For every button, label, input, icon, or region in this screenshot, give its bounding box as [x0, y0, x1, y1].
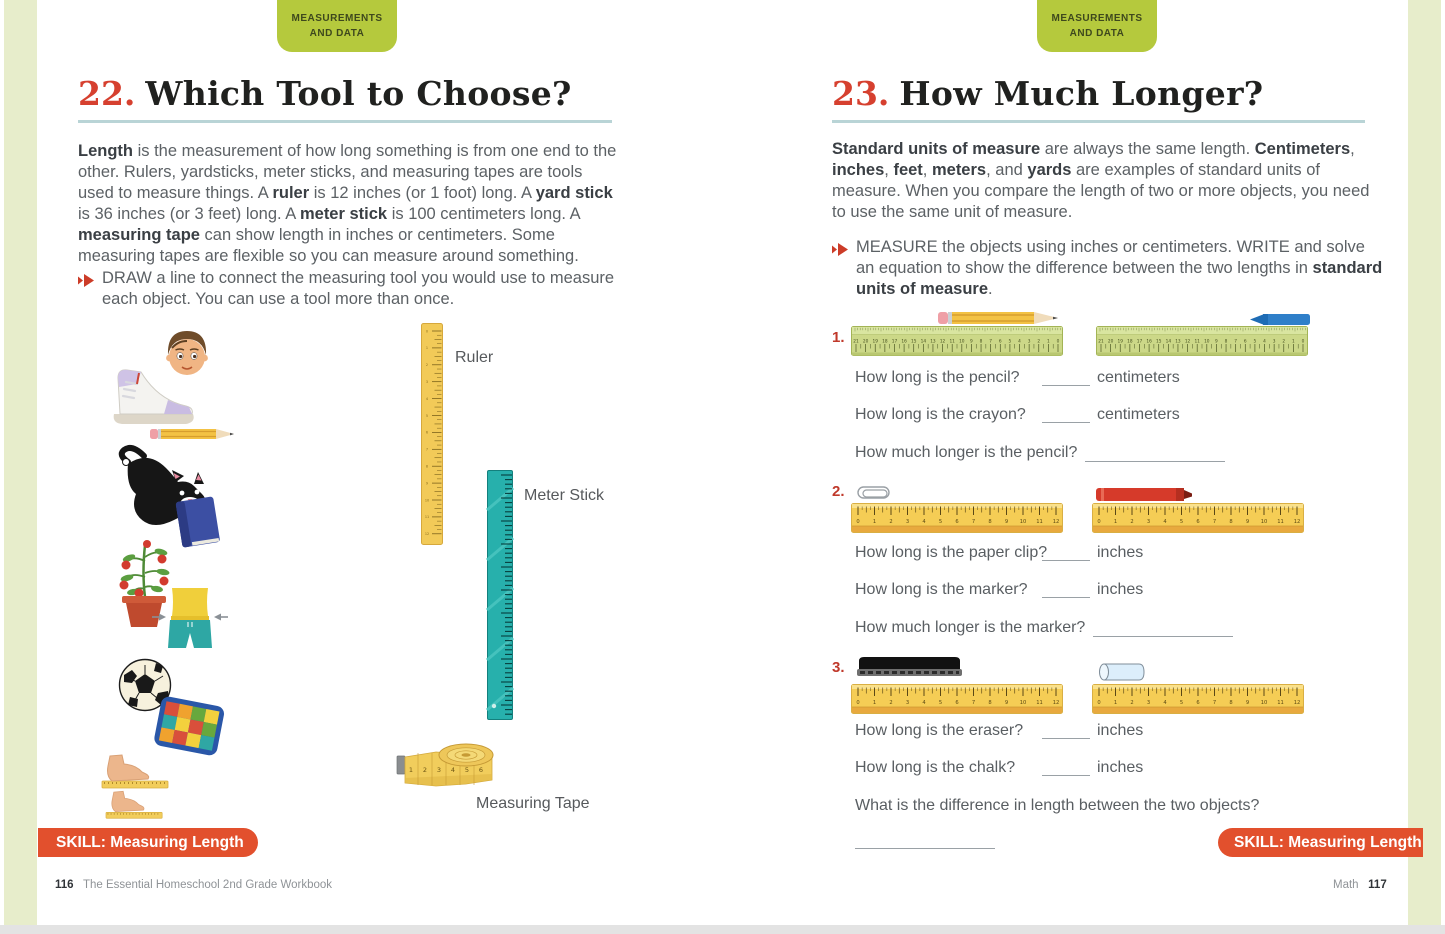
svg-text:8: 8 — [425, 464, 429, 469]
question-text: How much longer is the pencil? — [855, 444, 1078, 461]
svg-text:5: 5 — [464, 766, 470, 774]
svg-text:2: 2 — [1130, 700, 1134, 706]
answer-blank — [1042, 582, 1090, 598]
lesson-23-direction — [832, 237, 1384, 300]
svg-text:0: 0 — [1097, 519, 1101, 525]
svg-text:3: 3 — [905, 519, 910, 525]
page-edge-left — [4, 0, 37, 925]
unit-label: inches — [1097, 581, 1144, 598]
answer-blank — [1085, 446, 1225, 462]
svg-text:17: 17 — [891, 339, 898, 345]
unit-label: inches — [1097, 544, 1144, 561]
svg-text:8: 8 — [988, 519, 992, 525]
svg-text:10: 10 — [1019, 700, 1027, 706]
direction-text: MEASURE the objects using inches or centimeters. WRITE and solve an equation to show the difference between the two lengths in standard units of measure. — [856, 238, 1383, 298]
svg-text:6: 6 — [998, 339, 1002, 345]
skill-badge-right — [1218, 828, 1423, 857]
lesson-23-title — [832, 74, 1263, 113]
svg-text:2: 2 — [889, 519, 893, 525]
page-edge-right — [1408, 0, 1441, 925]
svg-text:16: 16 — [901, 339, 907, 345]
sneaker-icon — [106, 360, 196, 428]
svg-text:12: 12 — [1293, 519, 1301, 525]
compare-question — [855, 619, 1233, 637]
svg-text:13: 13 — [1175, 339, 1181, 345]
svg-text:6: 6 — [478, 766, 484, 774]
svg-text:10: 10 — [1204, 339, 1210, 345]
unit-label: centimeters — [1097, 369, 1180, 386]
svg-text:3: 3 — [905, 700, 910, 706]
chapter-tab-left — [277, 0, 397, 52]
lesson-22-direction — [78, 268, 626, 310]
page-number: 117 — [1368, 879, 1387, 891]
eraser-icon — [856, 655, 963, 679]
svg-text:21: 21 — [1098, 339, 1104, 345]
svg-text:1: 1 — [408, 766, 414, 774]
svg-text:13: 13 — [930, 339, 936, 345]
inch-ruler — [1092, 503, 1304, 533]
svg-text:3: 3 — [1146, 519, 1151, 525]
question-text: How much longer is the marker? — [855, 619, 1086, 636]
svg-text:4: 4 — [922, 700, 926, 706]
inch-ruler — [851, 684, 1063, 714]
quilt-icon — [152, 694, 226, 760]
lesson-title-text: How Much Longer? — [899, 74, 1264, 113]
svg-text:11: 11 — [424, 515, 430, 520]
skill-badge-left — [38, 828, 258, 857]
svg-text:11: 11 — [1277, 700, 1284, 706]
svg-text:2: 2 — [889, 700, 893, 706]
svg-text:1: 1 — [1113, 519, 1118, 525]
chalk-icon — [1097, 662, 1145, 682]
page-bottom-shadow — [0, 925, 1445, 934]
svg-text:7: 7 — [1212, 519, 1217, 525]
ruler-label: Ruler — [455, 349, 494, 366]
svg-text:1: 1 — [872, 700, 877, 706]
svg-text:8: 8 — [988, 700, 992, 706]
svg-text:10: 10 — [1260, 700, 1268, 706]
lesson-23-intro: Standard units of measure are always the same length. Centimeters, inches, feet, meters, and yards are examples of standard units of measure. When you compare the length of two or more objects, you need to use the same unit of measure. — [832, 140, 1370, 221]
svg-text:0: 0 — [856, 700, 860, 706]
svg-text:2: 2 — [422, 766, 428, 774]
tab-line2: AND DATA — [1069, 28, 1125, 39]
svg-text:3: 3 — [1146, 700, 1151, 706]
svg-text:5: 5 — [1253, 339, 1257, 345]
svg-text:11: 11 — [1036, 519, 1043, 525]
lesson-number: 23. — [832, 74, 890, 113]
lesson-title-text: Which Tool to Choose? — [145, 74, 572, 113]
svg-text:9: 9 — [1245, 519, 1250, 525]
footer-left — [55, 879, 332, 891]
problem-number: 3. — [832, 659, 845, 676]
question-text: How long is the paper clip? — [855, 544, 1048, 561]
svg-text:20: 20 — [862, 339, 869, 345]
svg-text:18: 18 — [882, 339, 888, 345]
svg-text:8: 8 — [1229, 519, 1233, 525]
lesson-22-intro: Length is the measurement of how long something is from one end to the other. Rulers, yardsticks, meter sticks, and measuring tapes are tools used to measure things. A ruler is 12 inches (or 1 foot) long. A yard stick is 36 inches (or 3 feet) long. A meter stick is 100 centimeters long. A measuring tape can show length in inches or centimeters. Some measuring tapes are flexible so you can measure around something. — [78, 142, 617, 265]
lesson-number: 22. — [78, 74, 136, 113]
answer-blank — [1042, 545, 1090, 561]
marker-icon — [1094, 486, 1194, 503]
svg-text:7: 7 — [989, 339, 993, 345]
svg-text:5: 5 — [1179, 700, 1184, 706]
svg-text:9: 9 — [1245, 700, 1250, 706]
svg-text:16: 16 — [1146, 339, 1152, 345]
svg-text:7: 7 — [1212, 700, 1217, 706]
meter-stick-label: Meter Stick — [524, 487, 605, 504]
svg-text:17: 17 — [1136, 339, 1143, 345]
svg-text:6: 6 — [1196, 519, 1200, 525]
paper-clip-icon — [857, 485, 891, 500]
inch-ruler — [1092, 684, 1304, 714]
svg-text:0: 0 — [1097, 700, 1101, 706]
svg-text:1: 1 — [1292, 339, 1295, 345]
svg-text:10: 10 — [1260, 519, 1268, 525]
svg-text:3: 3 — [425, 380, 429, 384]
svg-text:11: 11 — [1277, 519, 1284, 525]
section-label: Math — [1333, 879, 1359, 891]
svg-text:6: 6 — [955, 519, 959, 525]
svg-text:6: 6 — [1243, 339, 1247, 345]
svg-text:7: 7 — [971, 519, 976, 525]
compare-question — [855, 444, 1225, 462]
tab-line2: AND DATA — [309, 28, 365, 39]
svg-text:10: 10 — [1019, 519, 1027, 525]
svg-text:12: 12 — [1293, 700, 1301, 706]
svg-text:3: 3 — [1272, 339, 1276, 345]
svg-text:12: 12 — [939, 339, 946, 345]
unit-label: centimeters — [1097, 406, 1180, 423]
unit-label: inches — [1097, 759, 1144, 776]
answer-blank — [855, 832, 995, 849]
direction-text: DRAW a line to connect the measuring tool you would use to measure each object. You can use a tool more than once. — [102, 269, 615, 308]
question-text: What is the difference in length between the two objects? — [855, 797, 1260, 814]
title-underline — [78, 120, 612, 123]
svg-text:9: 9 — [1004, 700, 1009, 706]
svg-text:0: 0 — [856, 519, 860, 525]
question-text: How long is the eraser? — [855, 722, 1024, 739]
svg-text:3: 3 — [1027, 339, 1031, 345]
question-text: How long is the marker? — [855, 581, 1028, 598]
svg-text:11: 11 — [949, 339, 955, 345]
svg-text:1: 1 — [1047, 339, 1050, 345]
crayon-icon — [1250, 312, 1310, 327]
svg-text:10: 10 — [424, 498, 430, 503]
svg-text:9: 9 — [425, 481, 429, 486]
svg-text:10: 10 — [959, 339, 965, 345]
svg-text:6: 6 — [425, 430, 429, 435]
question-text: How long is the crayon? — [855, 406, 1026, 423]
svg-text:8: 8 — [1229, 700, 1233, 706]
svg-text:4: 4 — [1163, 700, 1167, 706]
ruler-tool-icon — [421, 323, 443, 545]
svg-text:1: 1 — [1113, 700, 1118, 706]
svg-text:9: 9 — [970, 339, 973, 345]
feet-on-rulers-icon — [98, 752, 172, 824]
question-text: How long is the chalk? — [855, 759, 1016, 776]
skill-badge-text: SKILL: Measuring Length — [56, 833, 244, 851]
answer-blank — [1042, 760, 1090, 776]
svg-text:12: 12 — [1052, 700, 1060, 706]
svg-text:21: 21 — [853, 339, 859, 345]
svg-text:5: 5 — [425, 413, 429, 418]
svg-text:7: 7 — [425, 447, 429, 452]
svg-text:14: 14 — [920, 339, 927, 345]
answer-blank — [1042, 723, 1090, 739]
svg-text:6: 6 — [955, 700, 959, 706]
direction-arrow-icon — [832, 241, 849, 262]
svg-text:12: 12 — [1184, 339, 1191, 345]
svg-text:15: 15 — [910, 339, 917, 345]
problem-number: 1. — [832, 329, 845, 346]
svg-text:1: 1 — [872, 519, 877, 525]
svg-text:5: 5 — [938, 519, 943, 525]
svg-text:0: 0 — [425, 329, 429, 334]
measuring-tape-icon — [396, 740, 508, 795]
pencil-icon — [938, 309, 1062, 327]
svg-text:9: 9 — [1004, 519, 1009, 525]
inch-ruler — [851, 503, 1063, 533]
svg-text:5: 5 — [1179, 519, 1184, 525]
shorts-waist-icon — [152, 586, 228, 664]
svg-text:14: 14 — [1165, 339, 1172, 345]
footer-right — [1333, 879, 1387, 891]
svg-text:2: 2 — [1282, 339, 1286, 345]
measuring-tape-label: Measuring Tape — [476, 795, 590, 812]
chapter-tab-right — [1037, 0, 1157, 52]
title-underline — [832, 120, 1365, 123]
svg-text:4: 4 — [922, 519, 926, 525]
svg-text:4: 4 — [450, 766, 456, 774]
answer-blank — [1093, 621, 1233, 637]
svg-text:0: 0 — [1301, 339, 1305, 345]
svg-text:5: 5 — [938, 700, 943, 706]
svg-text:20: 20 — [1107, 339, 1114, 345]
svg-text:12: 12 — [424, 532, 430, 537]
answer-blank — [1042, 370, 1090, 386]
svg-text:7: 7 — [1234, 339, 1238, 345]
tab-line1: MEASUREMENTS — [291, 13, 383, 24]
svg-text:3: 3 — [436, 766, 442, 774]
svg-text:2: 2 — [1037, 339, 1041, 345]
tab-line1: MEASUREMENTS — [1051, 13, 1143, 24]
question-text: How long is the pencil? — [855, 369, 1020, 386]
svg-text:7: 7 — [971, 700, 976, 706]
unit-label: inches — [1097, 722, 1144, 739]
svg-text:4: 4 — [425, 396, 429, 401]
svg-text:11: 11 — [1036, 700, 1043, 706]
cm-ruler — [851, 326, 1063, 356]
svg-text:18: 18 — [1127, 339, 1133, 345]
svg-text:4: 4 — [1018, 339, 1021, 345]
svg-text:9: 9 — [1215, 339, 1218, 345]
skill-badge-text: SKILL: Measuring Length — [1234, 833, 1422, 851]
svg-text:2: 2 — [425, 363, 429, 368]
book-title: The Essential Homeschool 2nd Grade Workbook — [82, 879, 333, 891]
svg-text:19: 19 — [1117, 339, 1123, 345]
svg-text:5: 5 — [1008, 339, 1012, 345]
svg-text:15: 15 — [1155, 339, 1162, 345]
answer-blank — [1042, 407, 1090, 423]
svg-text:2: 2 — [1130, 519, 1134, 525]
svg-text:8: 8 — [1224, 339, 1228, 345]
svg-text:1: 1 — [425, 346, 429, 351]
cm-ruler — [1096, 326, 1308, 356]
lesson-22-title — [78, 74, 572, 113]
svg-text:4: 4 — [1163, 519, 1167, 525]
page-number: 116 — [55, 879, 74, 891]
svg-text:4: 4 — [1263, 339, 1266, 345]
svg-text:0: 0 — [1056, 339, 1060, 345]
direction-arrow-icon — [78, 272, 95, 293]
svg-text:12: 12 — [1052, 519, 1060, 525]
svg-text:11: 11 — [1194, 339, 1200, 345]
problem-number: 2. — [832, 483, 845, 500]
svg-text:19: 19 — [872, 339, 878, 345]
svg-text:6: 6 — [1196, 700, 1200, 706]
svg-text:8: 8 — [979, 339, 983, 345]
meter-stick-icon — [487, 470, 513, 720]
